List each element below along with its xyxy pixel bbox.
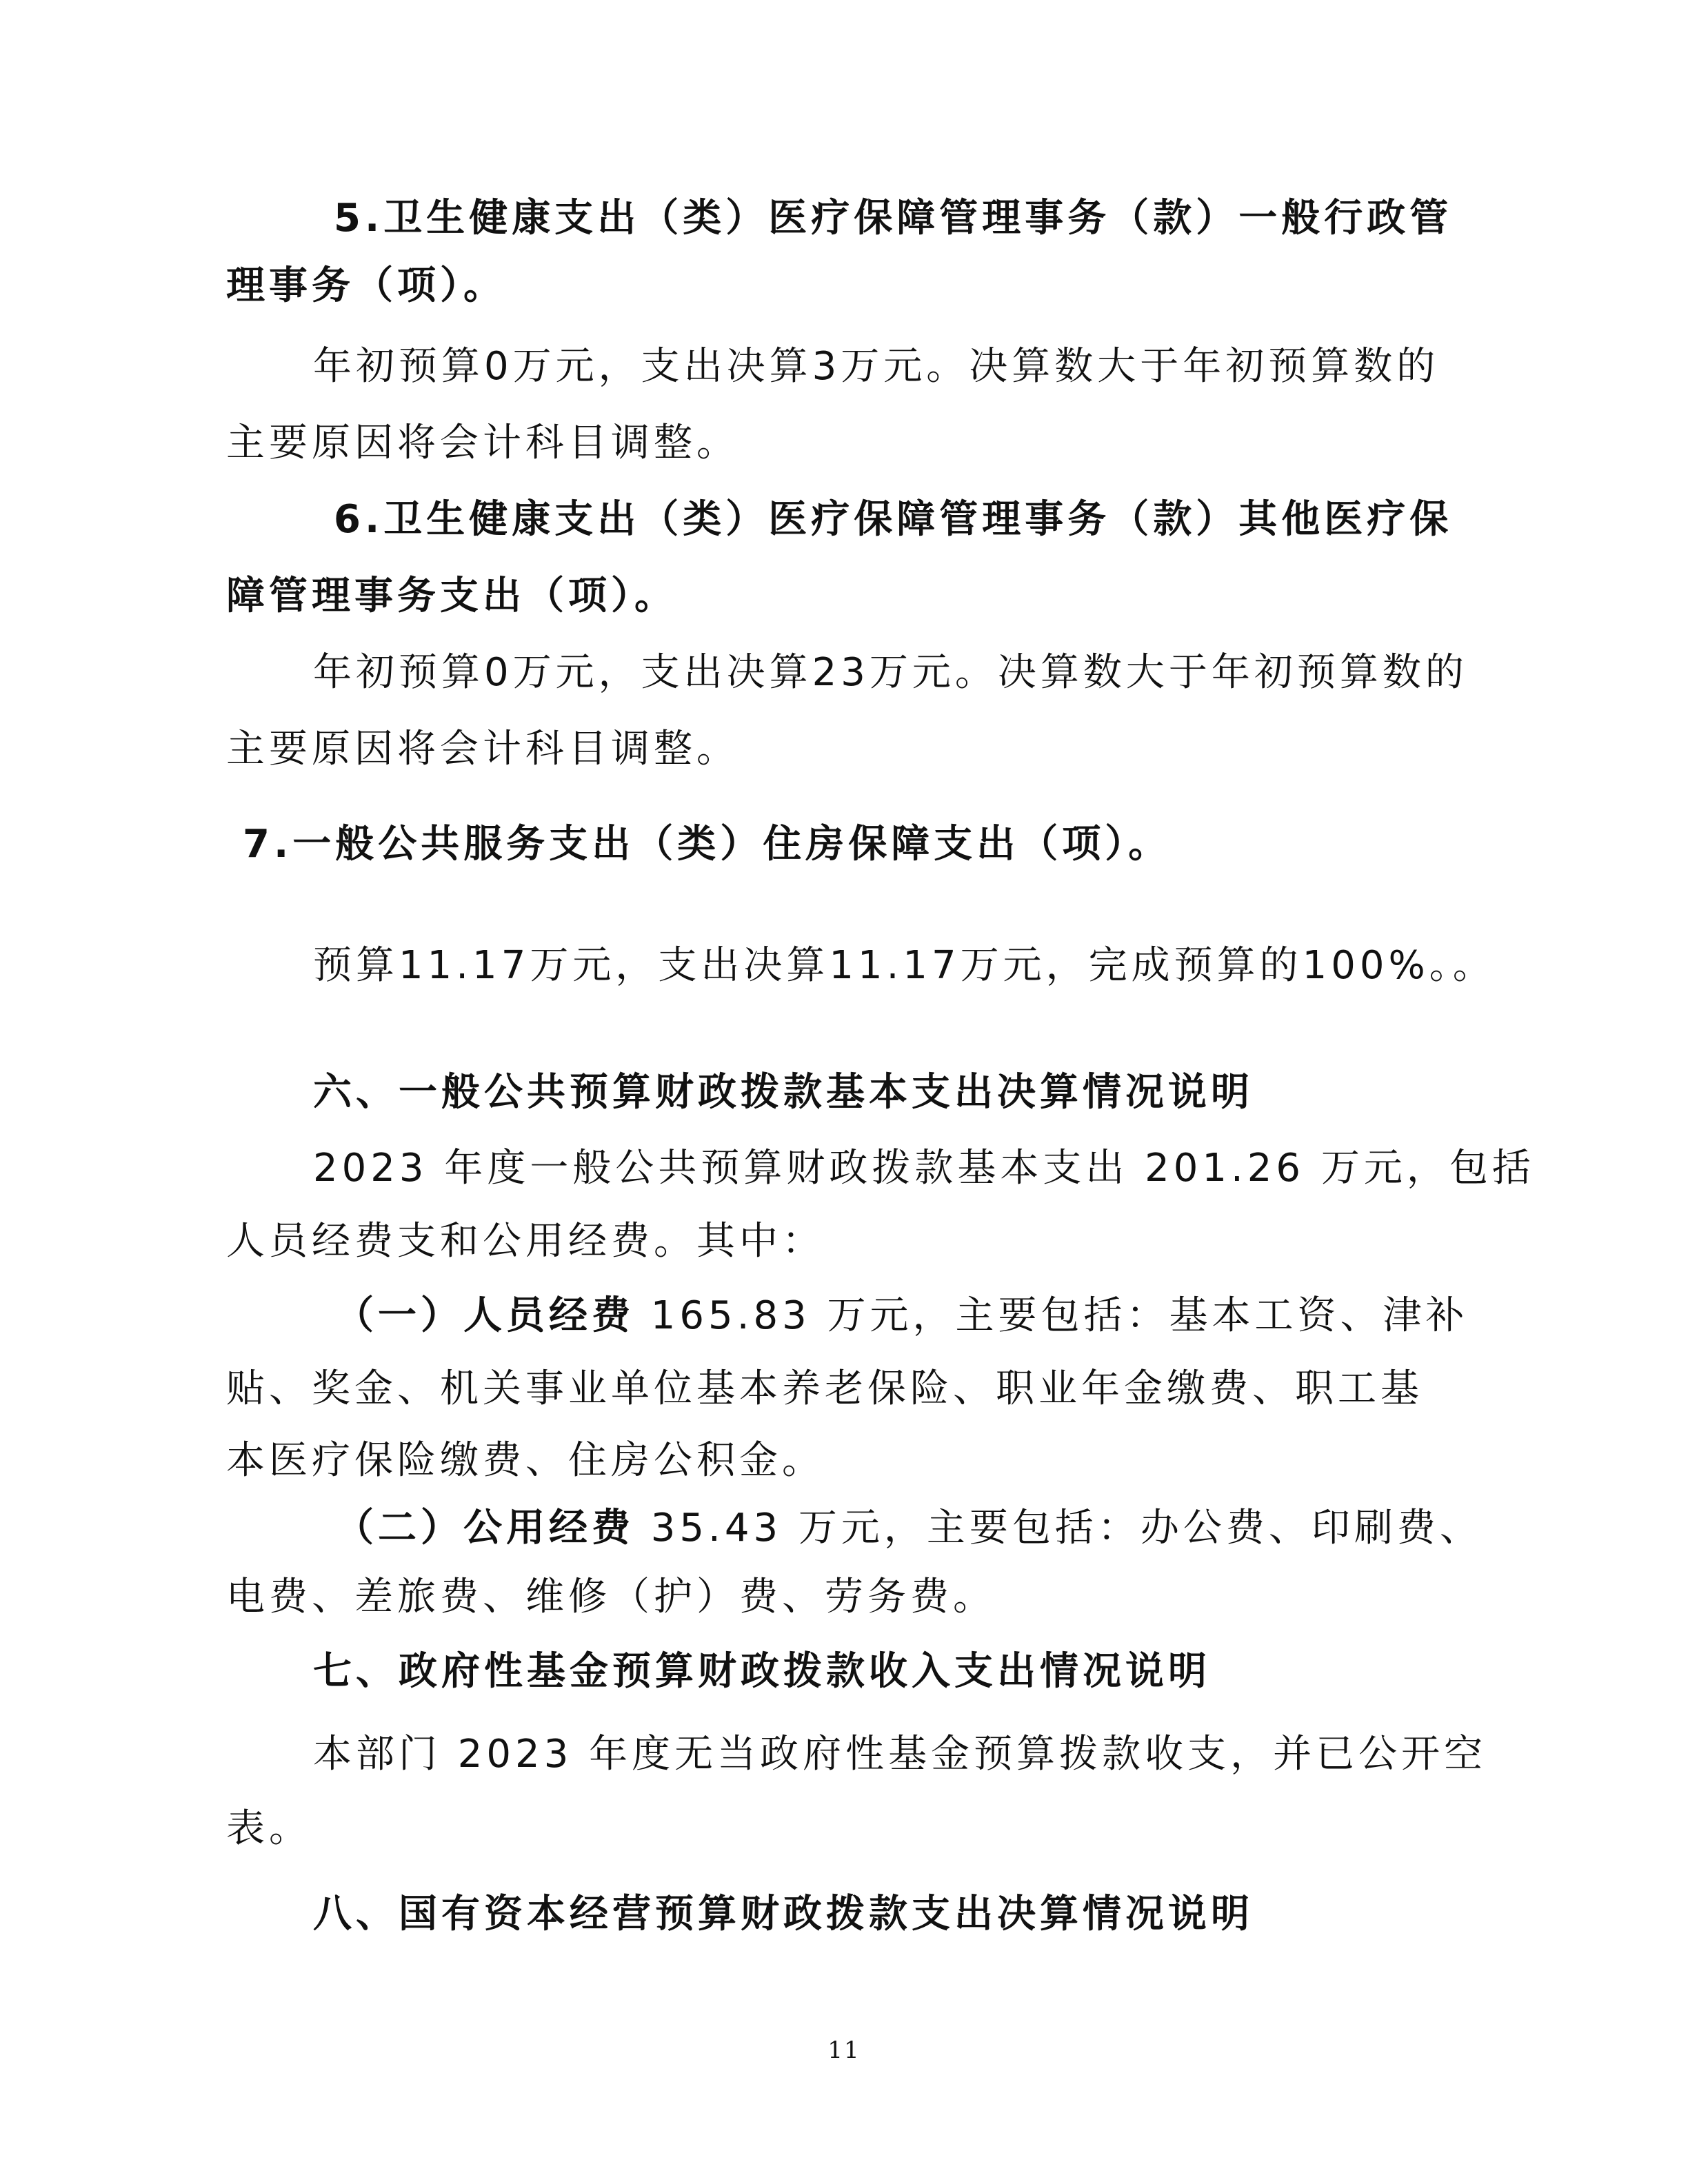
personnel-cost-detail: 165.83 万元，主要包括：基本工资、津补 <box>634 1293 1469 1338</box>
item-6-body-line-2: 主要原因将会计科目调整。 <box>226 727 739 771</box>
section-8-heading: 八、国有资本经营预算财政拨款支出决算情况说明 <box>313 1892 1254 1937</box>
section-7-heading: 七、政府性基金预算财政拨款收入支出情况说明 <box>313 1649 1211 1694</box>
item-6-heading-line-1: 6.卫生健康支出（类）医疗保障管理事务（款）其他医疗保 <box>334 497 1453 542</box>
public-cost-line-2: 电费、差旅费、维修（护）费、劳务费。 <box>226 1575 996 1619</box>
section-7-body-line-2: 表。 <box>226 1806 312 1851</box>
personnel-cost-line-2: 贴、奖金、机关事业单位基本养老保险、职业年金缴费、职工基 <box>226 1366 1423 1411</box>
section-6-heading: 六、一般公共预算财政拨款基本支出决算情况说明 <box>313 1070 1254 1115</box>
section-6-body-line-1: 2023 年度一般公共预算财政拨款基本支出 201.26 万元，包括 <box>313 1146 1535 1191</box>
personnel-cost-line-1 <box>335 1292 1563 1340</box>
item-5-heading-line-1: 5.卫生健康支出（类）医疗保障管理事务（款）一般行政管 <box>334 196 1453 241</box>
item-5-body-line-1: 年初预算0万元，支出决算3万元。决算数大于年初预算数的 <box>313 344 1440 389</box>
item-5-heading-line-2: 理事务（项）。 <box>226 263 506 308</box>
public-cost-line-1 <box>335 1504 1563 1553</box>
personnel-cost-line-3: 本医疗保险缴费、住房公积金。 <box>226 1438 825 1483</box>
item-5-body-line-2: 主要原因将会计科目调整。 <box>226 421 739 465</box>
page-number: 11 <box>827 2036 861 2064</box>
item-7-body: 预算11.17万元，支出决算11.17万元，完成预算的100%。。 <box>313 943 1496 988</box>
public-cost-label: （二）公用经费 <box>335 1506 634 1550</box>
section-6-body-line-2: 人员经费支和公用经费。其中： <box>226 1219 825 1264</box>
personnel-cost-label: （一）人员经费 <box>335 1293 634 1338</box>
item-6-heading-line-2: 障管理事务支出（项）。 <box>226 574 677 618</box>
section-7-body-line-1: 本部门 2023 年度无当政府性基金预算拨款收支，并已公开空 <box>313 1732 1487 1777</box>
item-6-body-line-1: 年初预算0万元，支出决算23万元。决算数大于年初预算数的 <box>313 650 1468 695</box>
item-7-heading: 7.一般公共服务支出（类）住房保障支出（项）。 <box>243 822 1172 867</box>
public-cost-detail: 35.43 万元，主要包括：办公费、印刷费、 <box>634 1506 1483 1550</box>
